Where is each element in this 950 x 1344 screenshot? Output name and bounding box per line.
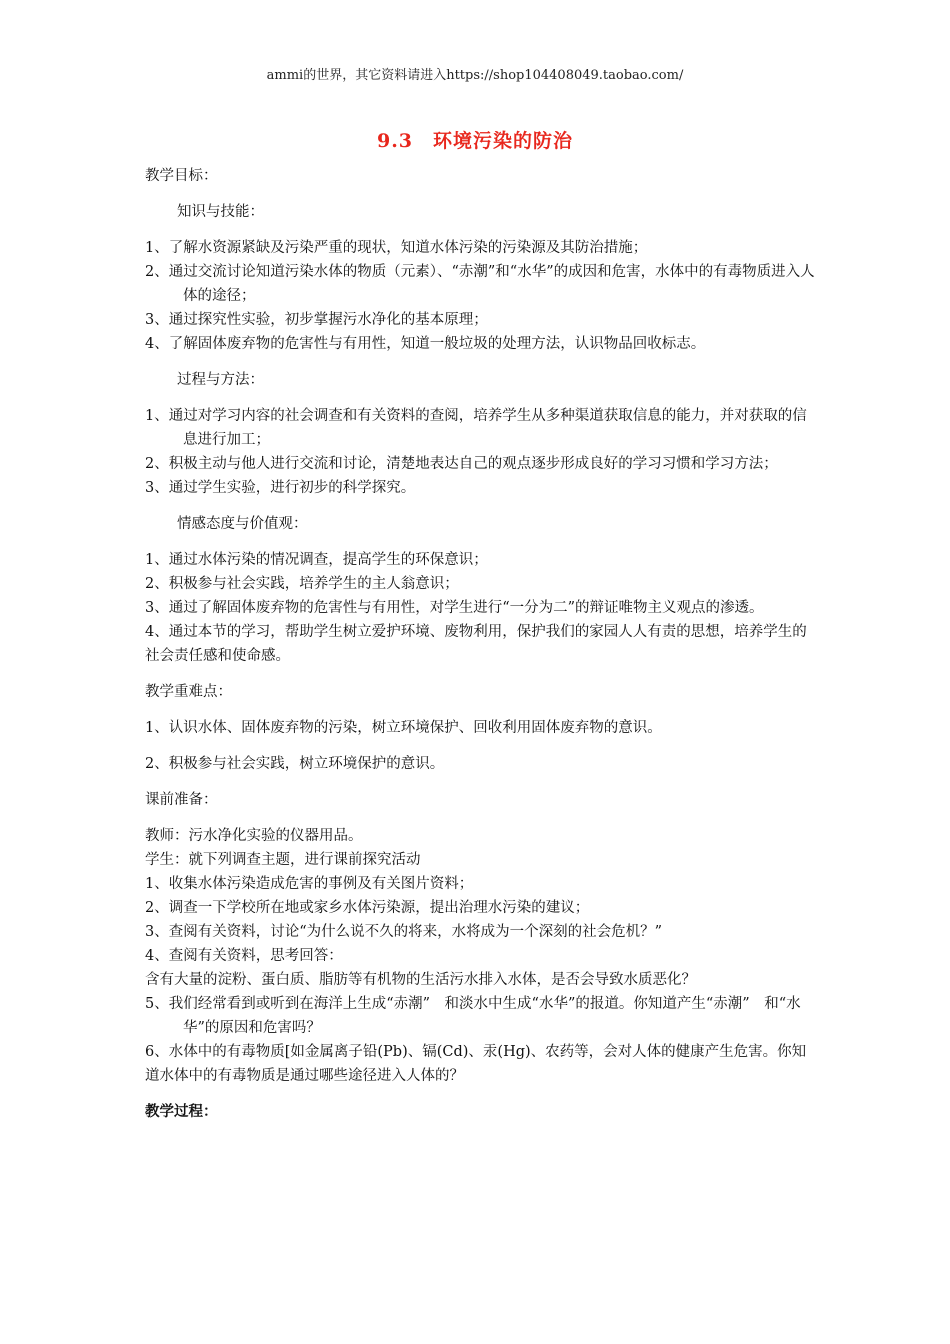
list-item: 含有大量的淀粉、蛋白质、脂肪等有机物的生活污水排入水体，是否会导致水质恶化？ bbox=[145, 972, 696, 988]
document-body bbox=[145, 164, 815, 1124]
list-item: 1、认识水体、固体废弃物的污染，树立环境保护、回收利用固体废弃物的意识。 bbox=[145, 720, 662, 736]
student-prep: 学生：就下列调查主题，进行课前探究活动 bbox=[145, 852, 421, 868]
list-item: 4、查阅有关资料，思考回答： bbox=[145, 948, 343, 964]
list-item: 2、积极主动与他人进行交流和讨论，清楚地表达自己的观点逐步形成良好的学习习惯和学习方法； bbox=[145, 456, 778, 472]
list-item: 3、通过了解固体废弃物的危害性与有用性，对学生进行“一分为二”的辩证唯物主义观点的渗透。 bbox=[145, 600, 764, 616]
list-item: 3、通过探究性实验，初步掌握污水净化的基本原理； bbox=[145, 312, 488, 328]
list-item: 2、积极参与社会实践，树立环境保护的意识。 bbox=[145, 756, 445, 772]
preparation-list bbox=[145, 824, 815, 1088]
list-item: 1、通过水体污染的情况调查，提高学生的环保意识； bbox=[145, 552, 488, 568]
list-item: 2、通过交流讨论知道污染水体的物质（元素）、“赤潮”和“水华”的成因和危害，水体中的有毒物质进入人体的途径； bbox=[145, 264, 815, 304]
emotion-heading: 情感态度与价值观： bbox=[177, 516, 308, 532]
process-method-heading: 过程与方法： bbox=[177, 372, 264, 388]
list-item: 6、水体中的有毒物质[如金属离子铅(Pb)、镉(Cd)、汞(Hg)、农药等，会对人体的健康产生危害。你知道水体中的有毒物质是通过哪些途径进入人体的？ bbox=[145, 1044, 807, 1084]
emotion-list bbox=[145, 548, 815, 668]
list-item: 3、通过学生实验，进行初步的科学探究。 bbox=[145, 480, 416, 496]
teaching-process-heading: 教学过程： bbox=[145, 1103, 218, 1120]
list-item: 1、收集水体污染造成危害的事例及有关图片资料； bbox=[145, 876, 474, 892]
key-points-heading: 教学重难点： bbox=[145, 684, 232, 700]
goals-heading: 教学目标： bbox=[145, 168, 218, 184]
preparation-heading: 课前准备： bbox=[145, 792, 218, 808]
page-title: 9.3 环境污染的防治 bbox=[376, 130, 574, 152]
knowledge-list bbox=[145, 236, 815, 356]
list-item: 1、通过对学习内容的社会调查和有关资料的查阅，培养学生从多种渠道获取信息的能力，并对获取的信息进行加工； bbox=[145, 408, 807, 448]
knowledge-heading: 知识与技能： bbox=[177, 204, 264, 220]
list-item: 2、积极参与社会实践，培养学生的主人翁意识； bbox=[145, 576, 459, 592]
page-header: ammi的世界，其它资料请进入https://shop104408049.taobao.com/ bbox=[266, 68, 684, 83]
list-item: 4、通过本节的学习，帮助学生树立爱护环境、废物利用，保护我们的家园人人有责的思想，培养学生的社会责任感和使命感。 bbox=[145, 624, 807, 664]
teacher-prep: 教师：污水净化实验的仪器用品。 bbox=[145, 828, 363, 844]
list-item: 5、我们经常看到或听到在海洋上生成“赤潮” 和淡水中生成“水华”的报道。你知道产生“赤潮” 和“水华”的原因和危害吗？ bbox=[145, 996, 801, 1036]
list-item: 4、了解固体废弃物的危害性与有用性，知道一般垃圾的处理方法，认识物品回收标志。 bbox=[145, 336, 706, 352]
list-item: 3、查阅有关资料，讨论“为什么说不久的将来，水将成为一个深刻的社会危机？” bbox=[145, 924, 663, 940]
list-item: 1、了解水资源紧缺及污染严重的现状，知道水体污染的污染源及其防治措施； bbox=[145, 240, 648, 256]
process-method-list bbox=[145, 404, 815, 500]
list-item: 2、调查一下学校所在地或家乡水体污染源，提出治理水污染的建议； bbox=[145, 900, 590, 916]
